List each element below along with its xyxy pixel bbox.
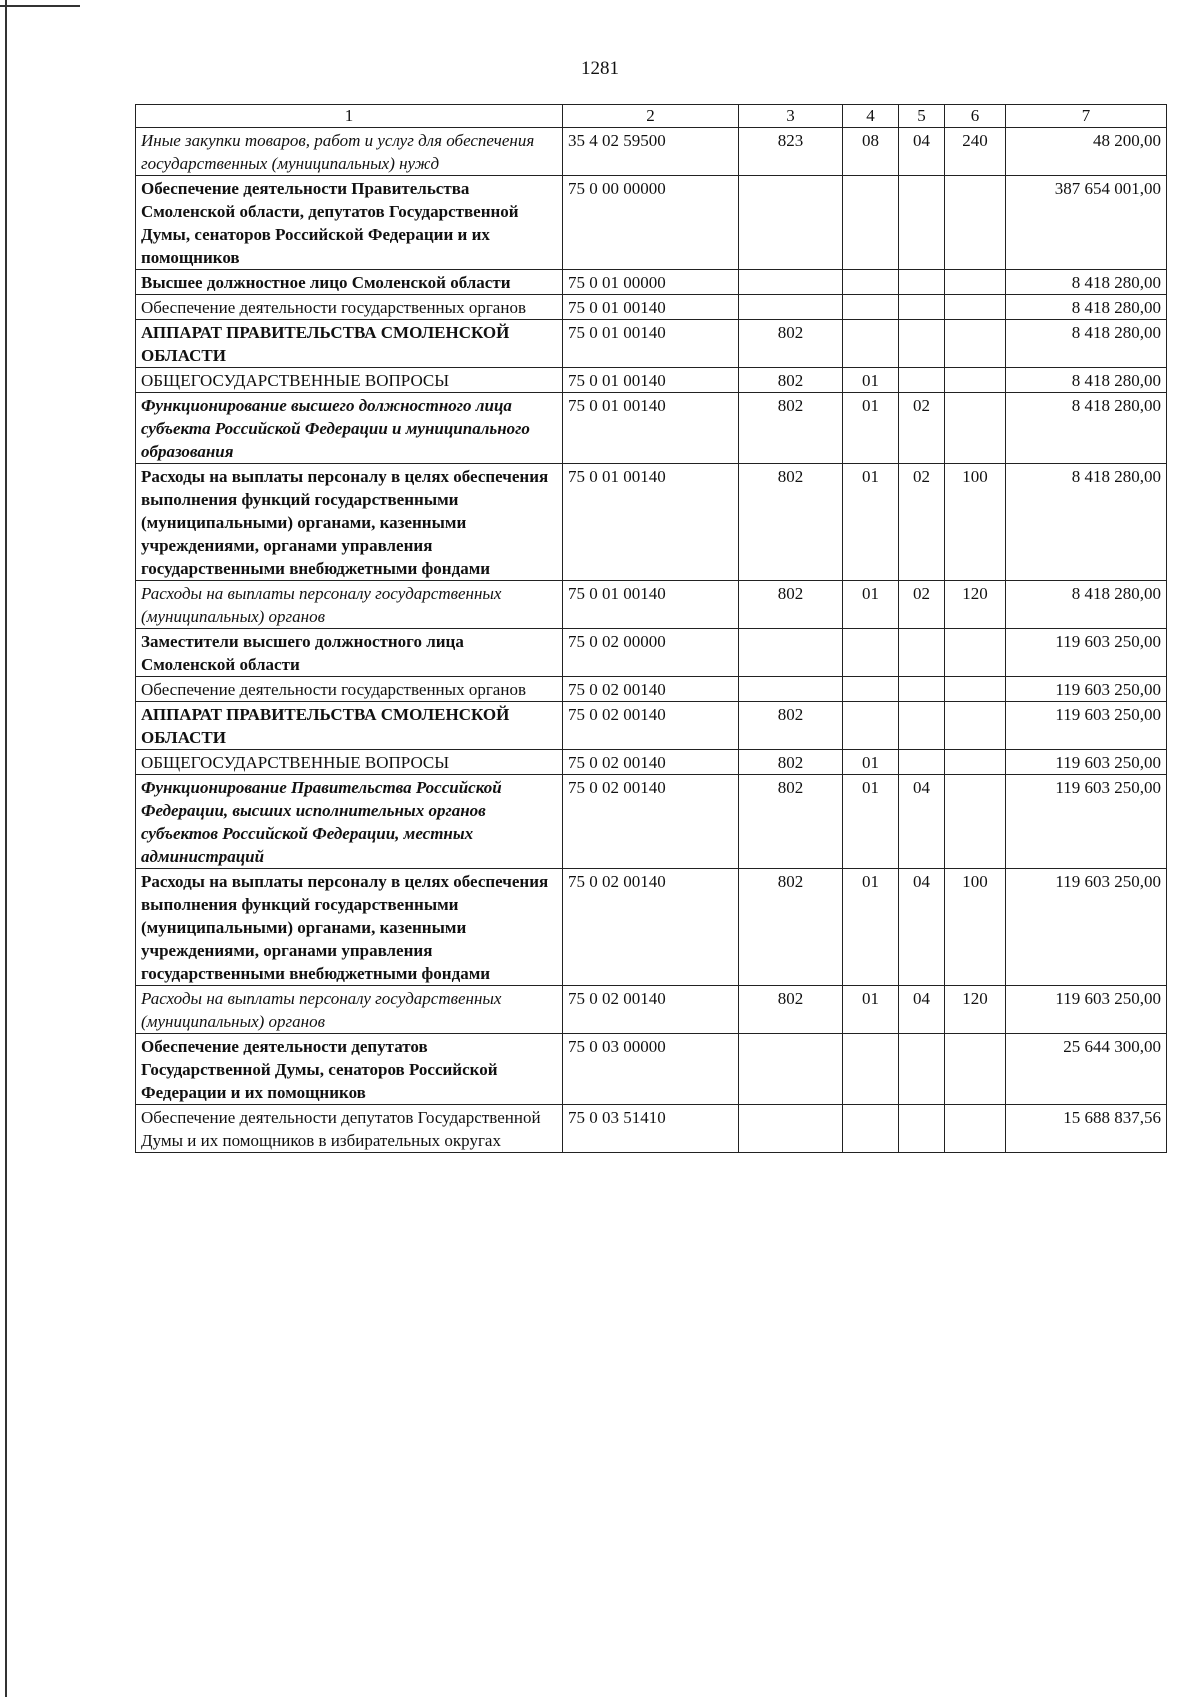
row-code-cell: 75 0 01 00140 (563, 320, 739, 368)
table-row (136, 677, 1167, 702)
table-row (136, 393, 1167, 464)
scan-edge-line (5, 0, 7, 1697)
row-gr-cell (739, 176, 843, 270)
row-code-cell: 75 0 02 00140 (563, 775, 739, 869)
row-amount-cell: 119 603 250,00 (1006, 775, 1167, 869)
row-code-cell: 75 0 02 00140 (563, 702, 739, 750)
row-rz-cell (843, 677, 899, 702)
budget-table (135, 104, 1167, 1153)
row-amount-cell: 8 418 280,00 (1006, 270, 1167, 295)
row-gr-cell: 802 (739, 775, 843, 869)
row-amount-cell: 119 603 250,00 (1006, 702, 1167, 750)
row-vr-cell (945, 1105, 1006, 1153)
row-code-cell: 75 0 02 00140 (563, 986, 739, 1034)
row-code-cell: 75 0 02 00000 (563, 629, 739, 677)
row-rz-cell: 01 (843, 581, 899, 629)
row-gr-cell: 802 (739, 581, 843, 629)
row-amount-cell: 119 603 250,00 (1006, 629, 1167, 677)
row-rz-cell (843, 320, 899, 368)
row-pr-cell: 04 (899, 986, 945, 1034)
row-vr-cell (945, 750, 1006, 775)
row-vr-cell (945, 393, 1006, 464)
row-code-cell: 35 4 02 59500 (563, 128, 739, 176)
row-code-cell: 75 0 03 51410 (563, 1105, 739, 1153)
row-name-cell: АППАРАТ ПРАВИТЕЛЬСТВА СМОЛЕНСКОЙ ОБЛАСТИ (136, 702, 563, 750)
row-pr-cell (899, 295, 945, 320)
row-code-cell: 75 0 01 00140 (563, 464, 739, 581)
row-amount-cell: 8 418 280,00 (1006, 393, 1167, 464)
row-amount-cell: 8 418 280,00 (1006, 581, 1167, 629)
header-cell: 5 (899, 105, 945, 128)
table-row (136, 629, 1167, 677)
row-code-cell: 75 0 02 00140 (563, 869, 739, 986)
row-amount-cell: 48 200,00 (1006, 128, 1167, 176)
row-amount-cell: 8 418 280,00 (1006, 295, 1167, 320)
row-vr-cell (945, 270, 1006, 295)
table-row (136, 320, 1167, 368)
row-vr-cell (945, 702, 1006, 750)
row-vr-cell: 120 (945, 986, 1006, 1034)
row-amount-cell: 8 418 280,00 (1006, 368, 1167, 393)
row-code-cell: 75 0 01 00140 (563, 393, 739, 464)
row-code-cell: 75 0 00 00000 (563, 176, 739, 270)
row-amount-cell: 119 603 250,00 (1006, 750, 1167, 775)
row-vr-cell: 100 (945, 869, 1006, 986)
row-pr-cell (899, 320, 945, 368)
header-cell: 6 (945, 105, 1006, 128)
row-rz-cell (843, 270, 899, 295)
row-rz-cell: 01 (843, 869, 899, 986)
row-vr-cell: 120 (945, 581, 1006, 629)
row-code-cell: 75 0 01 00140 (563, 295, 739, 320)
header-cell: 3 (739, 105, 843, 128)
row-amount-cell: 119 603 250,00 (1006, 986, 1167, 1034)
row-name-cell: ОБЩЕГОСУДАРСТВЕННЫЕ ВОПРОСЫ (136, 750, 563, 775)
row-rz-cell: 01 (843, 464, 899, 581)
row-rz-cell (843, 1105, 899, 1153)
page-number: 1281 (581, 58, 619, 79)
row-gr-cell: 802 (739, 986, 843, 1034)
table-header (136, 105, 1167, 128)
row-gr-cell (739, 270, 843, 295)
row-gr-cell: 823 (739, 128, 843, 176)
row-pr-cell: 04 (899, 775, 945, 869)
row-pr-cell (899, 677, 945, 702)
table-row (136, 368, 1167, 393)
row-amount-cell: 119 603 250,00 (1006, 677, 1167, 702)
table-row (136, 176, 1167, 270)
row-name-cell: Расходы на выплаты персоналу в целях обеспечения выполнения функций государственными (муниципальными) органами, казенными учреждениями, органами управления государственными внебюджетными фондами (136, 869, 563, 986)
row-vr-cell (945, 176, 1006, 270)
row-pr-cell (899, 176, 945, 270)
row-pr-cell (899, 368, 945, 393)
row-gr-cell (739, 629, 843, 677)
row-rz-cell: 01 (843, 750, 899, 775)
row-code-cell: 75 0 03 00000 (563, 1034, 739, 1105)
row-name-cell: АППАРАТ ПРАВИТЕЛЬСТВА СМОЛЕНСКОЙ ОБЛАСТИ (136, 320, 563, 368)
row-pr-cell (899, 629, 945, 677)
row-name-cell: Расходы на выплаты персоналу в целях обеспечения выполнения функций государственными (муниципальными) органами, казенными учреждениями, органами управления государственными внебюджетными фондами (136, 464, 563, 581)
row-vr-cell: 100 (945, 464, 1006, 581)
row-pr-cell (899, 750, 945, 775)
row-gr-cell (739, 1105, 843, 1153)
row-pr-cell: 02 (899, 581, 945, 629)
table-row (136, 295, 1167, 320)
table-row (136, 702, 1167, 750)
row-amount-cell: 387 654 001,00 (1006, 176, 1167, 270)
row-rz-cell: 08 (843, 128, 899, 176)
row-rz-cell: 01 (843, 393, 899, 464)
row-rz-cell (843, 295, 899, 320)
row-gr-cell: 802 (739, 320, 843, 368)
table-row (136, 869, 1167, 986)
row-vr-cell (945, 1034, 1006, 1105)
row-code-cell: 75 0 02 00140 (563, 677, 739, 702)
row-gr-cell (739, 295, 843, 320)
row-name-cell: Обеспечение деятельности депутатов Государственной Думы и их помощников в избирательных округах (136, 1105, 563, 1153)
row-name-cell: Высшее должностное лицо Смоленской области (136, 270, 563, 295)
row-amount-cell: 8 418 280,00 (1006, 320, 1167, 368)
row-name-cell: Обеспечение деятельности государственных органов (136, 295, 563, 320)
row-pr-cell: 04 (899, 128, 945, 176)
table-row (136, 464, 1167, 581)
row-pr-cell: 02 (899, 464, 945, 581)
row-rz-cell (843, 702, 899, 750)
row-code-cell: 75 0 01 00140 (563, 581, 739, 629)
table-row (136, 128, 1167, 176)
row-amount-cell: 8 418 280,00 (1006, 464, 1167, 581)
row-rz-cell: 01 (843, 368, 899, 393)
row-vr-cell (945, 775, 1006, 869)
table-body (136, 128, 1167, 1153)
row-gr-cell: 802 (739, 464, 843, 581)
table-row (136, 750, 1167, 775)
row-name-cell: Функционирование Правительства Российской Федерации, высших исполнительных органов субъектов Российской Федерации, местных администраций (136, 775, 563, 869)
table-row (136, 1034, 1167, 1105)
table-row (136, 581, 1167, 629)
row-code-cell: 75 0 01 00000 (563, 270, 739, 295)
row-amount-cell: 25 644 300,00 (1006, 1034, 1167, 1105)
row-gr-cell: 802 (739, 750, 843, 775)
row-gr-cell (739, 677, 843, 702)
row-name-cell: Расходы на выплаты персоналу государственных (муниципальных) органов (136, 986, 563, 1034)
header-cell: 2 (563, 105, 739, 128)
row-name-cell: Иные закупки товаров, работ и услуг для обеспечения государственных (муниципальных) нужд (136, 128, 563, 176)
row-vr-cell (945, 629, 1006, 677)
row-name-cell: Функционирование высшего должностного лица субъекта Российской Федерации и муниципального образования (136, 393, 563, 464)
row-vr-cell (945, 320, 1006, 368)
header-cell: 1 (136, 105, 563, 128)
row-vr-cell (945, 677, 1006, 702)
row-gr-cell: 802 (739, 702, 843, 750)
table-row (136, 986, 1167, 1034)
row-vr-cell: 240 (945, 128, 1006, 176)
row-amount-cell: 15 688 837,56 (1006, 1105, 1167, 1153)
row-rz-cell (843, 1034, 899, 1105)
row-rz-cell: 01 (843, 986, 899, 1034)
row-rz-cell (843, 176, 899, 270)
row-pr-cell (899, 1034, 945, 1105)
row-vr-cell (945, 295, 1006, 320)
row-gr-cell: 802 (739, 393, 843, 464)
scan-edge-line (0, 5, 80, 7)
row-code-cell: 75 0 01 00140 (563, 368, 739, 393)
row-pr-cell (899, 270, 945, 295)
row-name-cell: ОБЩЕГОСУДАРСТВЕННЫЕ ВОПРОСЫ (136, 368, 563, 393)
table-row (136, 1105, 1167, 1153)
row-name-cell: Обеспечение деятельности государственных органов (136, 677, 563, 702)
table-row (136, 775, 1167, 869)
row-name-cell: Заместители высшего должностного лица Смоленской области (136, 629, 563, 677)
row-vr-cell (945, 368, 1006, 393)
row-rz-cell (843, 629, 899, 677)
table-row (136, 270, 1167, 295)
row-pr-cell: 02 (899, 393, 945, 464)
row-gr-cell: 802 (739, 869, 843, 986)
row-gr-cell: 802 (739, 368, 843, 393)
row-code-cell: 75 0 02 00140 (563, 750, 739, 775)
row-pr-cell (899, 1105, 945, 1153)
row-name-cell: Обеспечение деятельности депутатов Государственной Думы, сенаторов Российской Федерации и их помощников (136, 1034, 563, 1105)
row-pr-cell: 04 (899, 869, 945, 986)
row-rz-cell: 01 (843, 775, 899, 869)
row-amount-cell: 119 603 250,00 (1006, 869, 1167, 986)
row-gr-cell (739, 1034, 843, 1105)
header-cell: 7 (1006, 105, 1167, 128)
row-name-cell: Обеспечение деятельности Правительства Смоленской области, депутатов Государственной Думы, сенаторов Российской Федерации и их помощников (136, 176, 563, 270)
row-name-cell: Расходы на выплаты персоналу государственных (муниципальных) органов (136, 581, 563, 629)
row-pr-cell (899, 702, 945, 750)
header-cell: 4 (843, 105, 899, 128)
